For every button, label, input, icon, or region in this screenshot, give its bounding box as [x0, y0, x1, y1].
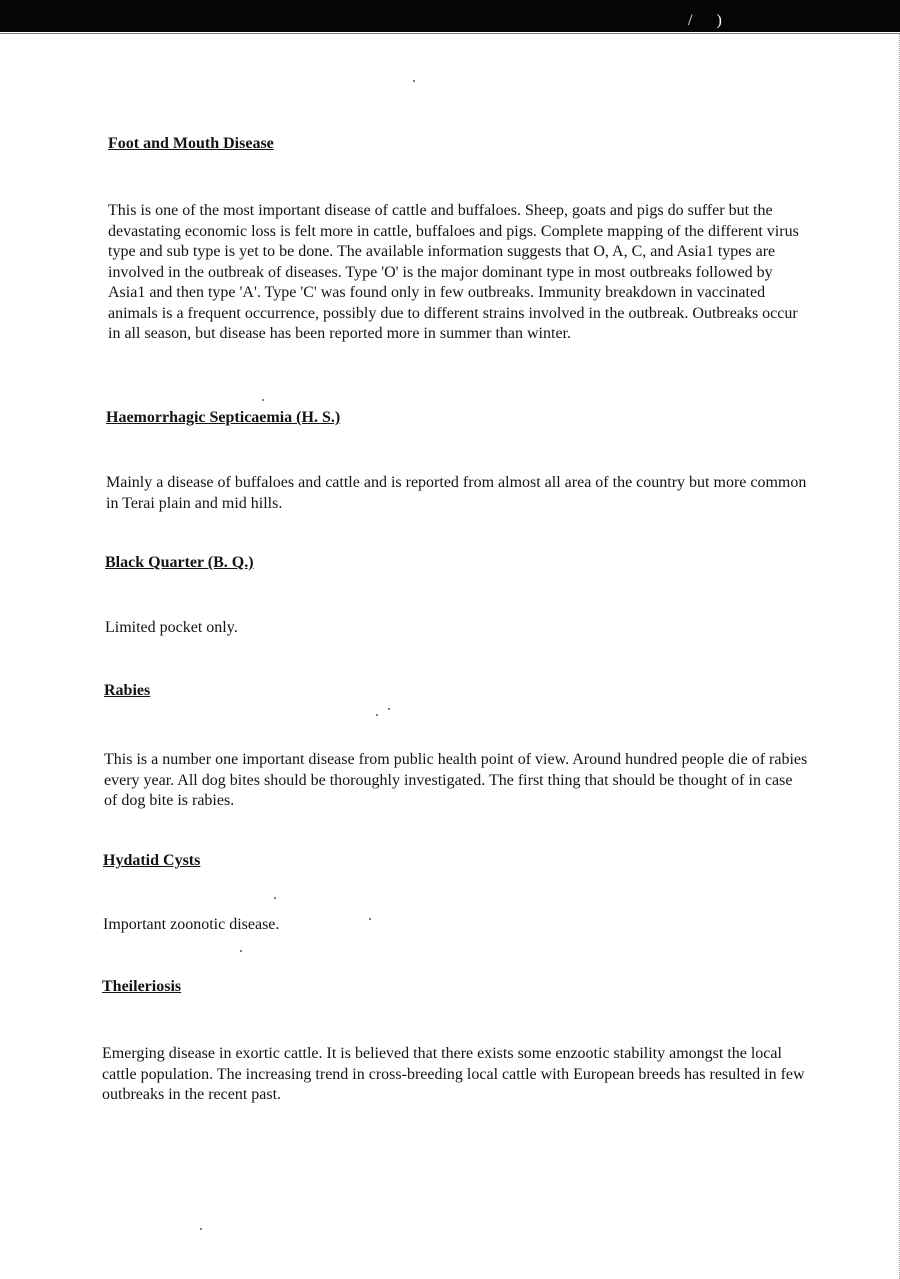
scan-top-bar: [0, 0, 900, 32]
section-foot-and-mouth-body: [108, 201, 818, 345]
section-rabies: [104, 681, 814, 701]
paragraph-bq: Limited pocket only.: [105, 619, 238, 636]
scan-speck: [369, 918, 371, 920]
scan-speck: [262, 399, 264, 401]
heading-bq: Black Quarter (B. Q.): [105, 554, 254, 571]
scan-speck: [200, 1228, 202, 1230]
section-hydatid: [103, 851, 813, 871]
section-foot-and-mouth: [108, 134, 818, 154]
heading-hs: Haemorrhagic Septicaemia (H. S.): [106, 409, 341, 426]
scan-right-edge: [891, 34, 900, 1279]
section-bq: [105, 553, 815, 573]
section-hs: [106, 408, 816, 428]
section-hs-body: [106, 473, 816, 514]
section-theileriosis: [102, 977, 812, 997]
heading-foot-and-mouth: Foot and Mouth Disease: [108, 135, 274, 152]
paragraph-hydatid: Important zoonotic disease.: [103, 916, 280, 933]
section-theileriosis-body: [102, 1044, 812, 1106]
paragraph-theileriosis: Emerging disease in exortic cattle. It is believed that there exists some enzootic stability amongst the local cattle population. The increasing trend in cross-breeding local cattle with European breeds has resulted in few outbreaks in the recent past.: [102, 1045, 805, 1103]
section-bq-body: [105, 618, 815, 639]
scan-speck: [274, 897, 276, 899]
scan-speck: [240, 950, 242, 952]
section-hydatid-body: [103, 915, 813, 936]
heading-theileriosis: Theileriosis: [102, 978, 182, 995]
scan-mark: / ): [688, 12, 732, 29]
scan-speck: [376, 714, 378, 716]
paragraph-rabies: This is a number one important disease from public health point of view. Around hundred people die of rabies every year. All dog bites should be thoroughly investigated. The first thing that should be thought of in case of dog bite is rabies.: [104, 751, 808, 809]
heading-hydatid: Hydatid Cysts: [103, 852, 201, 869]
scan-speck: [413, 80, 415, 82]
scan-top-rule: [0, 33, 900, 34]
section-rabies-body: [104, 750, 814, 812]
heading-rabies: Rabies: [104, 682, 151, 699]
scan-speck: [388, 708, 390, 710]
paragraph-foot-and-mouth: This is one of the most important disease of cattle and buffaloes. Sheep, goats and pigs do suffer but the devastating economic loss is felt more in cattle, buffaloes and pigs. Complete mapping of the different virus type and sub type is yet to be done. The available information suggests that O, A, C, and Asia1 types are involved in the outbreak of diseases. Type 'O' is the major dominant type in most outbreaks followed by Asia1 and then type 'A'. Type 'C' was found only in few outbreaks. Immunity breakdown in vaccinated animals is a frequent occurrence, possibly due to different strains involved in the outbreak. Outbreaks occur in all season, but disease has been reported more in summer than winter.: [108, 202, 799, 342]
paragraph-hs: Mainly a disease of buffaloes and cattle and is reported from almost all area of the country but more common in Terai plain and mid hills.: [106, 474, 807, 512]
